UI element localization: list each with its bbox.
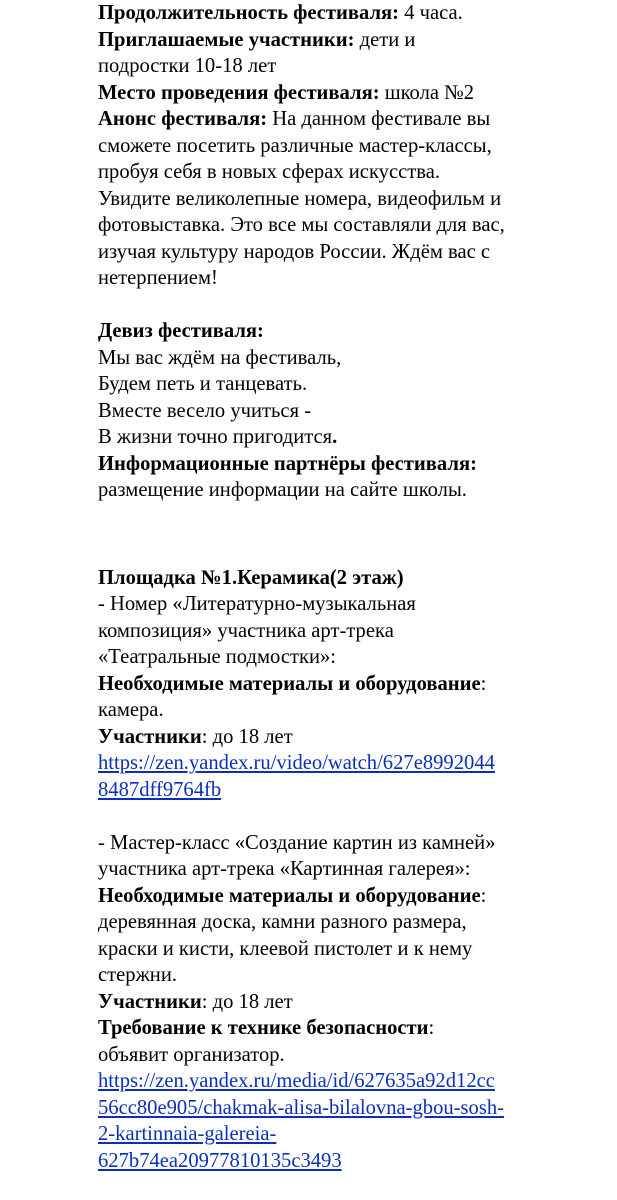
item1-video-link-cont[interactable]: 8487dff9764fb <box>98 778 222 801</box>
announce-text-line: пробуя себя в новых сферах искусства. <box>98 161 440 183</box>
item1-participants-value: : до 18 лет <box>201 725 293 748</box>
item2-link-line <box>98 1148 617 1175</box>
spacer <box>98 292 617 319</box>
motto-heading <box>98 318 617 345</box>
site1-title <box>98 565 617 592</box>
item1-video-link[interactable]: https://zen.yandex.ru/video/watch/627e8992044 <box>98 752 495 774</box>
item2-text-line: - Мастер-класс «Создание картин из камней» <box>98 831 496 854</box>
item1-link-line <box>98 777 617 804</box>
item2-safety-value: объявит организатор. <box>98 1043 285 1066</box>
item1-participants-line <box>98 724 617 751</box>
item2-media-link[interactable]: https://zen.yandex.ru/media/id/627635a92d12cc <box>98 1070 495 1092</box>
document-page <box>98 0 617 1174</box>
item2-media-link-cont[interactable]: 56cc80e905/chakmak-alisa-bilalovna-gbou-sosh- <box>98 1096 505 1119</box>
item1-text-line: - Номер «Литературно-музыкальная <box>98 593 416 615</box>
item2-participants-line <box>98 989 617 1016</box>
item2-participants-value: : до 18 лет <box>201 990 293 1013</box>
item2-link-line <box>98 1095 617 1122</box>
duration-line <box>98 0 617 27</box>
item2-materials-colon: : <box>480 884 487 907</box>
motto-line: Мы вас ждём на фестиваль, <box>98 346 342 369</box>
partners-heading <box>98 451 617 478</box>
item2-link-line <box>98 1068 617 1095</box>
site1-title-text: Площадка №1.Керамика(2 этаж) <box>98 566 404 589</box>
item2-materials-line <box>98 883 617 910</box>
motto-line: Вместе весело учиться - <box>98 399 312 422</box>
item2-text-line: участника арт-трека «Картинная галерея»: <box>98 858 471 880</box>
item1-materials-label: Необходимые материалы и оборудование <box>98 672 481 695</box>
venue-label: Место проведения фестиваля: <box>98 81 380 104</box>
item2-materials-value: краски и кисти, клеевой пистолет и к нему <box>98 937 473 960</box>
announce-line <box>98 106 617 133</box>
motto-last-line <box>98 424 617 451</box>
announce-text-line: фотовыставка. Это все мы составляли для вас, <box>98 214 505 236</box>
item2-materials-label: Необходимые материалы и оборудование <box>98 884 481 907</box>
announce-text-line: изучая культуру народов России. Ждём вас с <box>98 240 491 263</box>
item2-safety-line <box>98 1015 617 1042</box>
item1-text-line: композиция» участника арт-трека <box>98 619 394 642</box>
item1-participants-label: Участники <box>98 725 202 748</box>
item2-materials-value: стержни. <box>98 964 177 986</box>
item1-materials-value: камера. <box>98 699 164 721</box>
announce-text-line: Увидите великолепные номера, видеофильм и <box>98 187 502 210</box>
partners-label: Информационные партнёры фестиваля: <box>98 452 477 475</box>
partners-value: размещение информации на сайте школы. <box>98 479 467 501</box>
motto-label: Девиз фестиваля: <box>98 320 264 342</box>
participants-label: Приглашаемые участники: <box>98 28 355 51</box>
item2-safety-label: Требование к технике безопасности <box>98 1017 429 1039</box>
item2-materials-value: деревянная доска, камни разного размера, <box>98 911 467 933</box>
announce-label: Анонс фестиваля: <box>98 108 268 130</box>
duration-value: 4 часа. <box>399 2 463 24</box>
item2-link-line <box>98 1121 617 1148</box>
item2-participants-label: Участники <box>98 990 202 1013</box>
venue-line <box>98 80 617 107</box>
motto-line: В жизни точно пригодится <box>98 426 333 448</box>
motto-line: Будем петь и танцевать. <box>98 373 308 395</box>
announce-text: На данном фестивале вы <box>267 108 491 130</box>
item2-media-link-cont[interactable]: 627b74ea20977810135c3493 <box>98 1149 342 1172</box>
announce-text-line: нетерпением! <box>98 267 218 289</box>
duration-label: Продолжительность фестиваля: <box>98 2 400 24</box>
item1-materials-line <box>98 671 617 698</box>
participants-value: дети и <box>354 28 416 51</box>
item1-link-line <box>98 750 617 777</box>
motto-end-period: . <box>332 426 338 448</box>
item2-media-link-cont[interactable]: 2-kartinnaia-galereia- <box>98 1123 277 1145</box>
item1-materials-colon: : <box>480 672 487 695</box>
spacer <box>98 803 617 830</box>
spacer <box>98 504 617 557</box>
spacer <box>98 557 617 565</box>
announce-text-line: сможете посетить различные мастер-классы, <box>98 134 492 157</box>
participants-line <box>98 27 617 54</box>
item2-safety-colon: : <box>428 1017 435 1039</box>
venue-value: школа №2 <box>379 81 475 104</box>
item1-text-line: «Театральные подмостки»: <box>98 646 337 668</box>
participants-line-cont: подростки 10-18 лет <box>98 55 277 77</box>
